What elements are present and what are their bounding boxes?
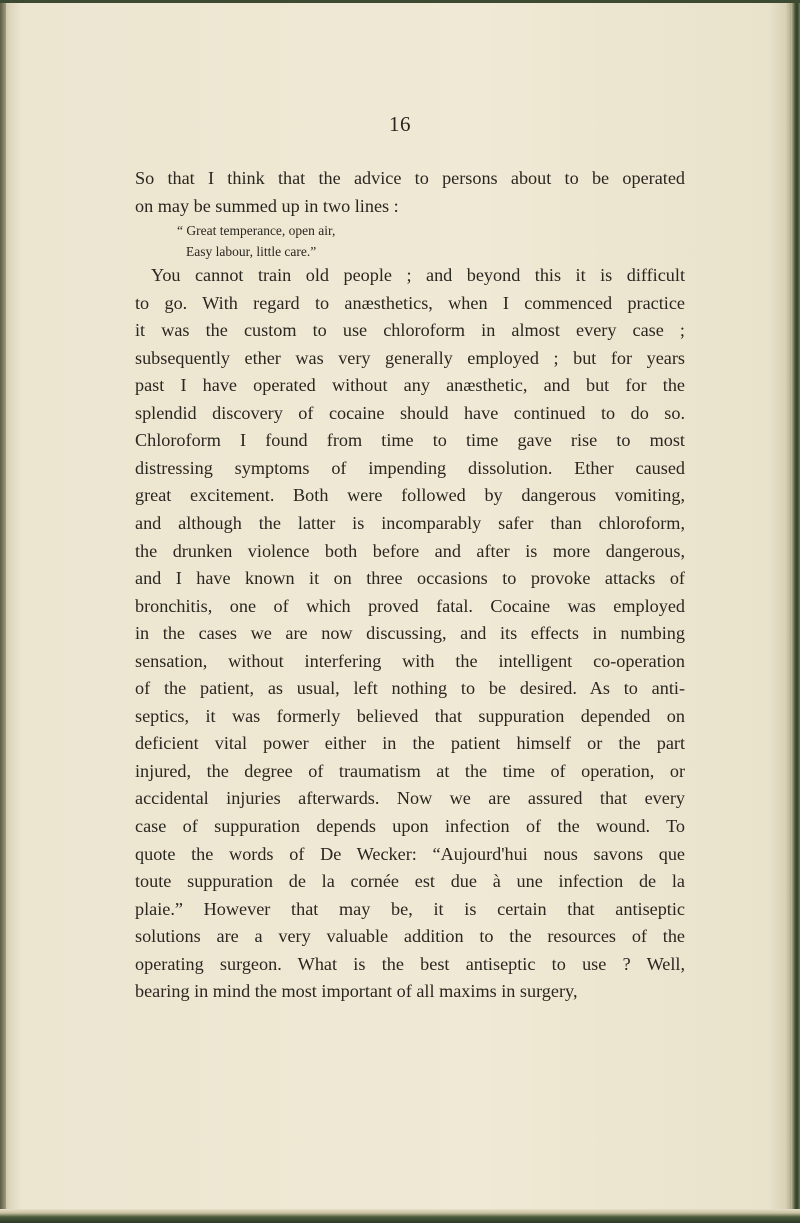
text-line: quote the words of De Wecker: “Aujourd'hui nous savons que <box>135 843 685 864</box>
text-line: toute suppuration de la cornée est due à une infection de la <box>135 871 685 892</box>
text-line: splendid discovery of cocaine should have continued to do so. <box>135 402 685 423</box>
text-line: in the cases we are now discussing, and its effects in numbing <box>135 623 685 644</box>
text-line: on may be summed up in two lines : <box>135 195 399 216</box>
text-line: case of suppuration depends upon infection of the wound. To <box>135 816 685 837</box>
text-line: bearing in mind the most important of all maxims in surgery, <box>135 981 578 1002</box>
text-line: plaie.” However that may be, it is certain that antiseptic <box>135 898 685 919</box>
page-right-edge <box>791 0 800 1223</box>
text-line: So that I think that the advice to persons about to be operated <box>135 168 685 188</box>
text-line: septics, it was formerly believed that suppuration depended on <box>135 705 685 726</box>
text-line: deficient vital power either in the patient himself or the part <box>135 733 685 754</box>
text-line: sensation, without interfering with the intelligent co-operation <box>135 650 685 671</box>
text-line: solutions are a very valuable addition to the resources of the <box>135 926 685 947</box>
text-line: accidental injuries afterwards. Now we are assured that every <box>135 788 685 809</box>
text-line: injured, the degree of traumatism at the time of operation, or <box>135 760 685 781</box>
text-line: great excitement. Both were followed by dangerous vomiting, <box>135 485 685 506</box>
text-line: operating surgeon. What is the best antiseptic to use ? Well, <box>135 953 685 974</box>
page-spine-shadow <box>0 0 6 1223</box>
quote-line: “ Great temperance, open air, <box>177 223 336 239</box>
text-line: of the patient, as usual, left nothing to be desired. As to anti- <box>135 678 685 699</box>
text-line: the drunken violence both before and after is more dangerous, <box>135 540 685 561</box>
text-line: to go. With regard to anæsthetics, when I commenced practice <box>135 292 685 313</box>
page-number: 16 <box>389 112 411 136</box>
text-line: bronchitis, one of which proved fatal. Cocaine was employed <box>135 595 685 616</box>
text-line: it was the custom to use chloroform in almost every case ; <box>135 320 685 341</box>
text-line: and I have known it on three occasions to provoke attacks of <box>135 568 685 589</box>
text-line: distressing symptoms of impending dissolution. Ether caused <box>135 457 685 478</box>
text-line: You cannot train old people ; and beyond this it is difficult <box>151 265 685 286</box>
text-line: subsequently ether was very generally employed ; but for years <box>135 347 685 368</box>
page-top-edge <box>0 0 800 3</box>
body-text <box>135 165 685 1006</box>
paragraph <box>135 262 685 1006</box>
text-line: past I have operated without any anæsthetic, and but for the <box>135 375 685 396</box>
page-bottom-edge <box>0 1209 800 1223</box>
text-line: and although the latter is incomparably safer than chloroform, <box>135 513 685 534</box>
text-line: Chloroform I found from time to time gave rise to most <box>135 430 685 451</box>
quote-line: Easy labour, little care.” <box>186 244 317 260</box>
